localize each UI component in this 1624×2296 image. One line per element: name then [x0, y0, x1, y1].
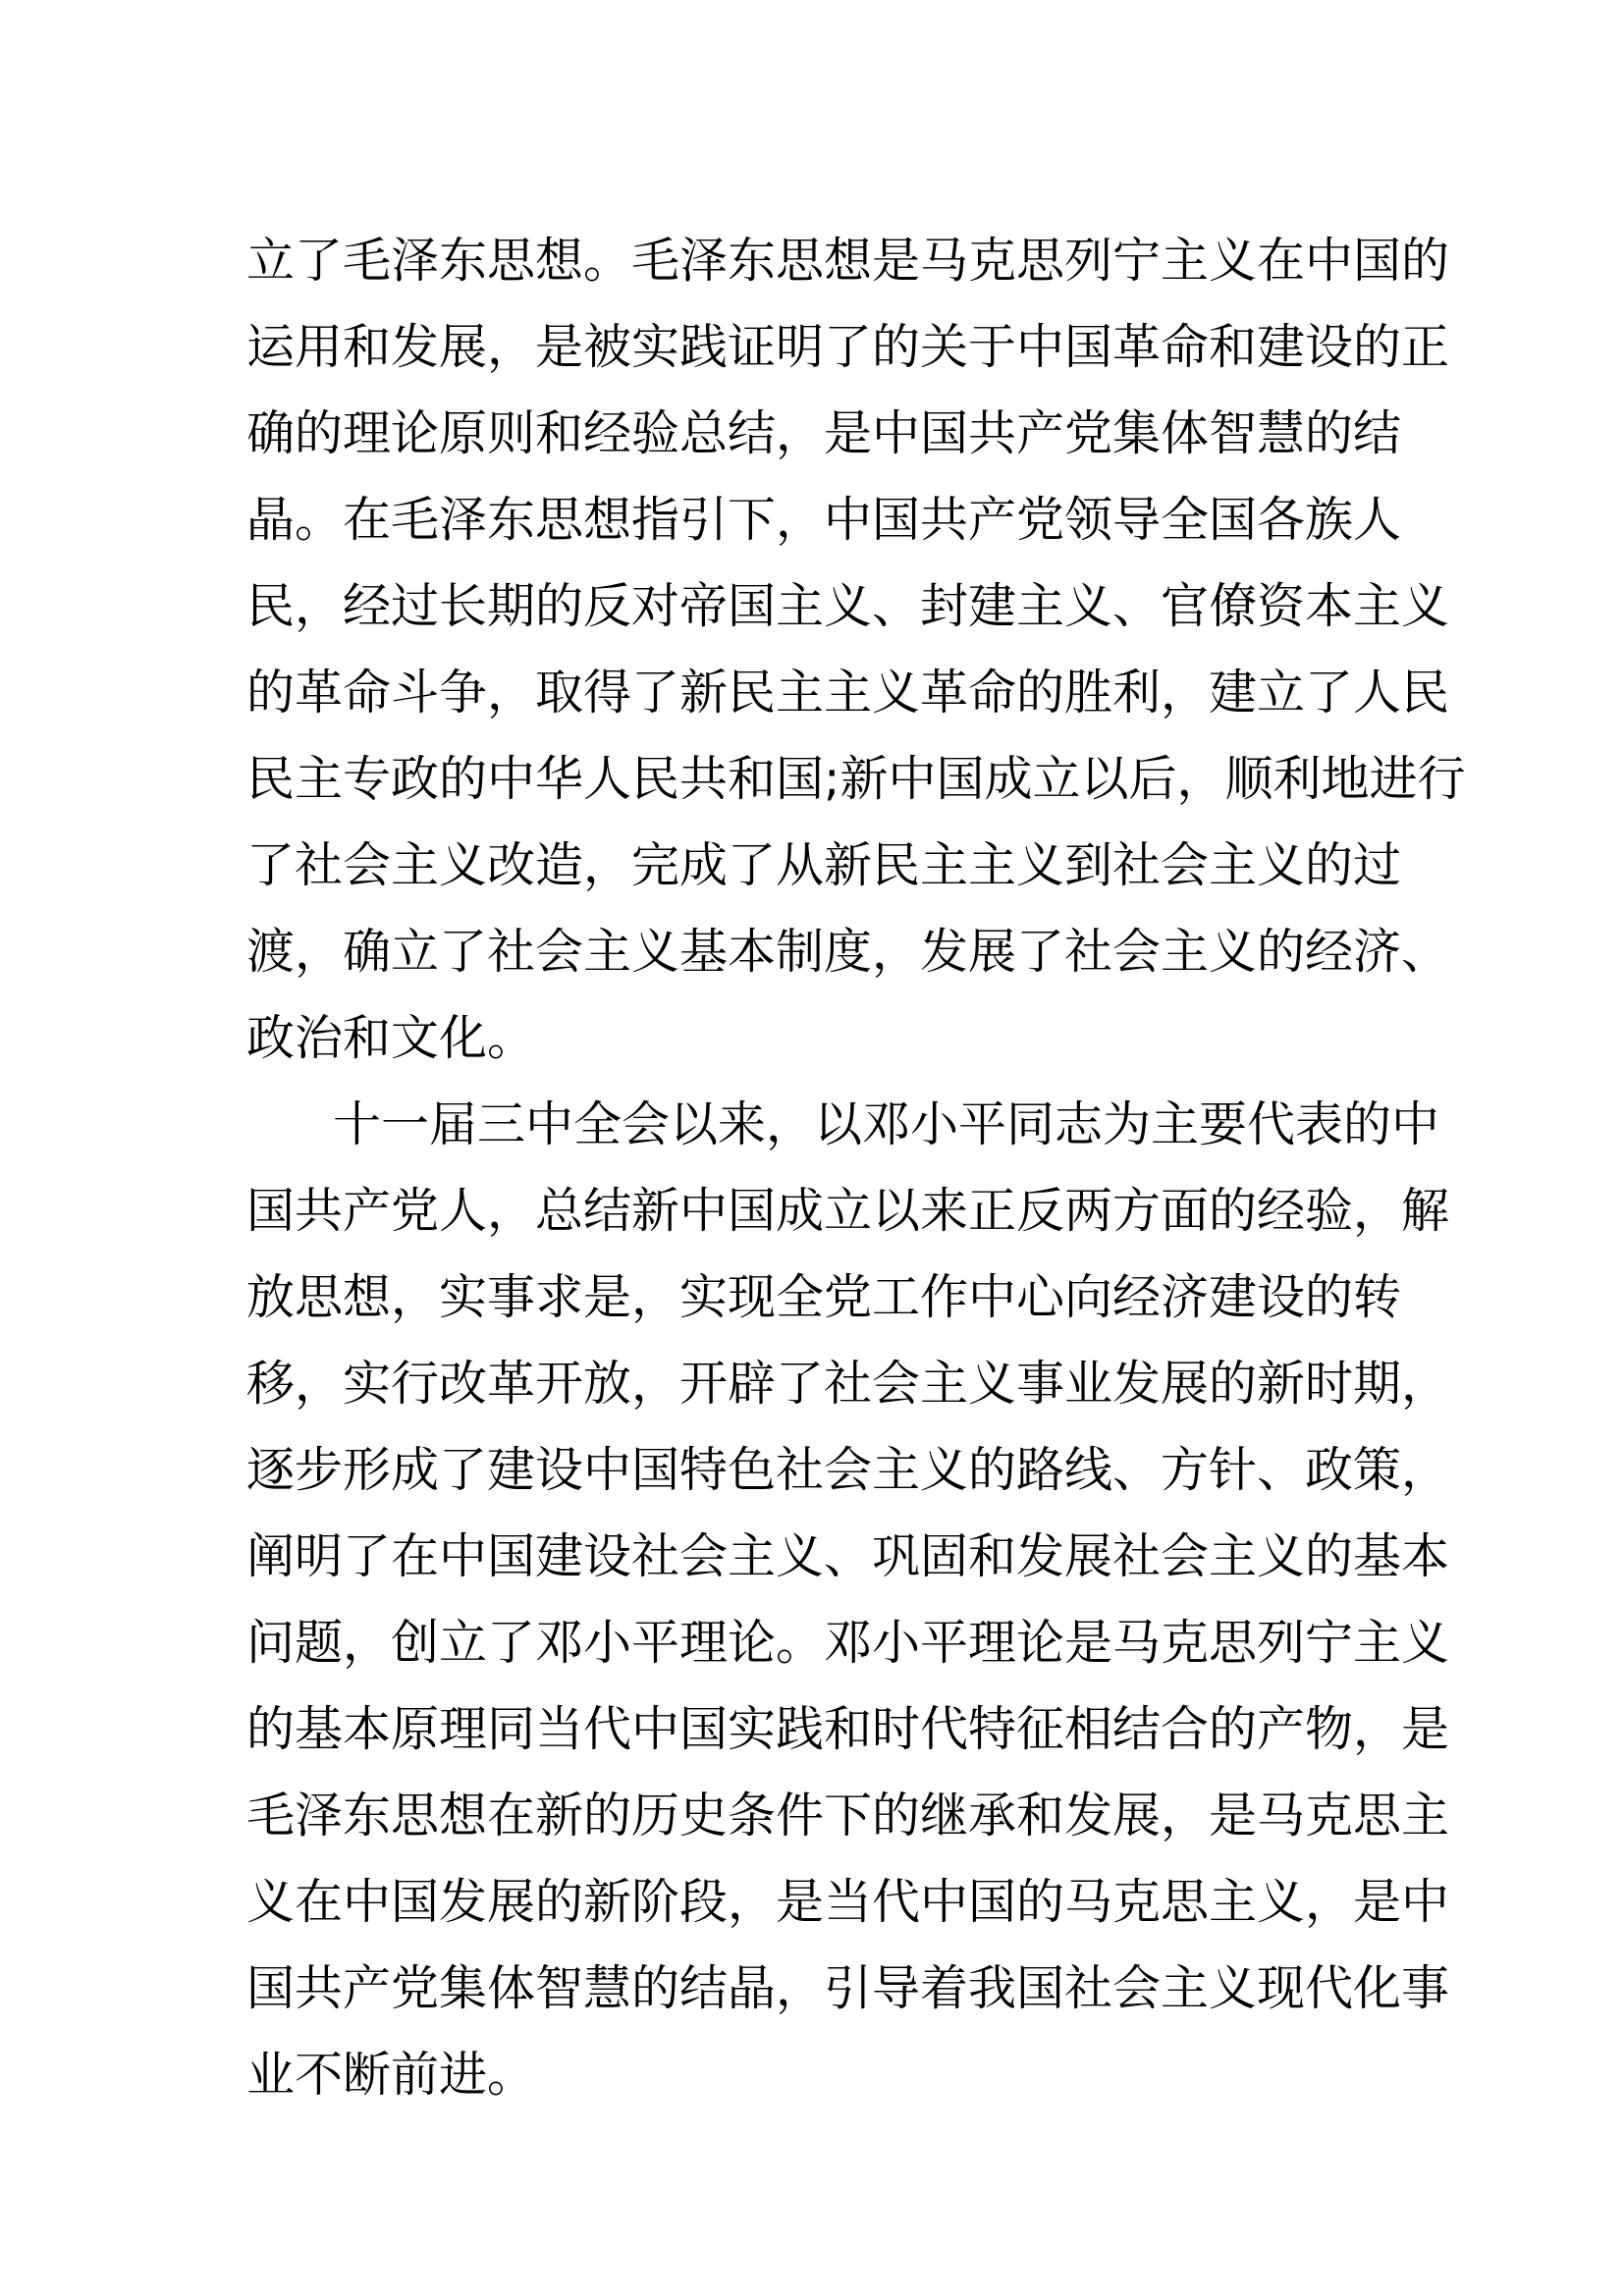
paragraph-1-line-8: 了社会主义改造，完成了从新民主主义到社会主义的过	[246, 837, 1402, 893]
paragraph-2-line-1: 十一届三中全会以来，以邓小平同志为主要代表的中	[333, 1096, 1440, 1152]
paragraph-2-line-6: 阐明了在中国建设社会主义、巩固和发展社会主义的基本	[246, 1528, 1450, 1584]
paragraph-1-line-5: 民，经过长期的反对帝国主义、封建主义、官僚资本主义	[246, 578, 1450, 634]
paragraph-1-line-9: 渡，确立了社会主义基本制度，发展了社会主义的经济、	[246, 924, 1450, 980]
paragraph-2-line-10: 义在中国发展的新阶段，是当代中国的马克思主义，是中	[246, 1874, 1450, 1930]
paragraph-2-line-5: 逐步形成了建设中国特色社会主义的路线、方针、政策，	[246, 1442, 1450, 1498]
paragraph-1-line-2: 运用和发展，是被实践证明了的关于中国革命和建设的正	[246, 319, 1450, 375]
paragraph-2-line-12: 业不断前进。	[246, 2047, 536, 2103]
paragraph-2-line-9: 毛泽东思想在新的历史条件下的继承和发展，是马克思主	[246, 1788, 1450, 1843]
paragraph-1-line-6: 的革命斗争，取得了新民主主义革命的胜利，建立了人民	[246, 665, 1450, 721]
paragraph-1-line-7: 民主专政的中华人民共和国;新中国成立以后，顺利地进行	[246, 751, 1466, 807]
paragraph-2-line-4: 移，实行改革开放，开辟了社会主义事业发展的新时期，	[246, 1356, 1450, 1412]
paragraph-2-line-7: 问题，创立了邓小平理论。邓小平理论是马克思列宁主义	[246, 1615, 1450, 1671]
paragraph-1-line-3: 确的理论原则和经验总结，是中国共产党集体智慧的结	[246, 405, 1402, 461]
paragraph-2-line-11: 国共产党集体智慧的结晶，引导着我国社会主义现代化事	[246, 1960, 1450, 2016]
paragraph-1-line-1: 立了毛泽东思想。毛泽东思想是马克思列宁主义在中国的	[246, 233, 1450, 289]
paragraph-2-line-2: 国共产党人，总结新中国成立以来正反两方面的经验，解	[246, 1183, 1450, 1239]
paragraph-1-line-10: 政治和文化。	[246, 1010, 536, 1066]
paragraph-2-line-8: 的基本原理同当代中国实践和时代特征相结合的产物，是	[246, 1701, 1450, 1757]
paragraph-1-line-4: 晶。在毛泽东思想指引下，中国共产党领导全国各族人	[246, 492, 1402, 548]
paragraph-2-line-3: 放思想，实事求是，实现全党工作中心向经济建设的转	[246, 1269, 1402, 1325]
